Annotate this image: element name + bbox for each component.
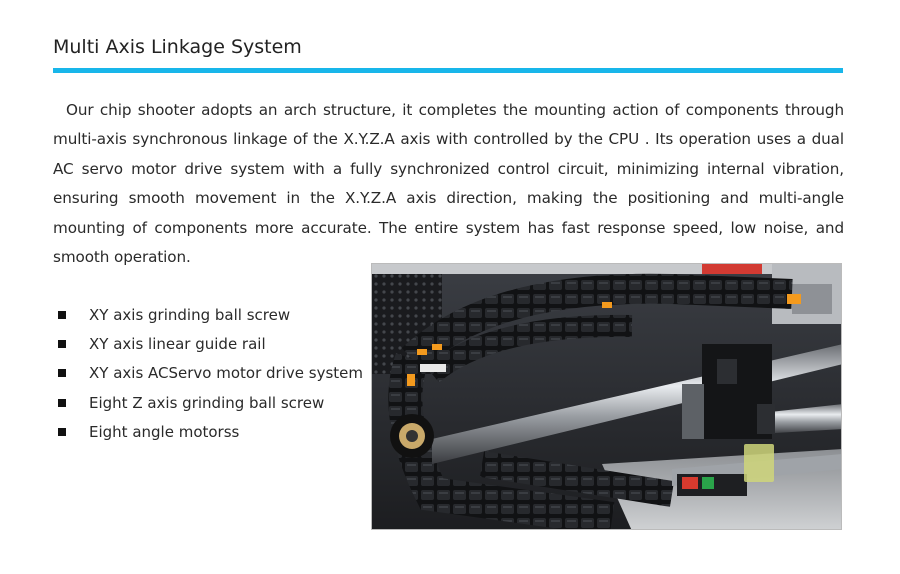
title-underline	[53, 68, 843, 73]
list-item	[58, 417, 363, 446]
feature-label: Eight Z axis grinding ball screw	[89, 393, 325, 412]
feature-label: XY axis grinding ball screw	[89, 305, 291, 324]
square-bullet-icon	[58, 428, 66, 436]
square-bullet-icon	[58, 311, 66, 319]
machine-illustration	[372, 264, 842, 530]
feature-label: Eight angle motorss	[89, 422, 240, 441]
description-paragraph: Our chip shooter adopts an arch structure, it completes the mounting action of components through multi-axis synchronous linkage of the X.Y.Z.A axis with controlled by the CPU . Its operation uses a dual AC servo motor drive system with a fully synchronized control circuit, minimizing internal vibration, ensuring smooth movement in the X.Y.Z.A axis direction, making the positioning and multi-angle mounting of components more accurate. The entire system has fast response speed, low noise, and smooth operation.	[53, 101, 844, 267]
list-item	[58, 359, 363, 388]
square-bullet-icon	[58, 340, 66, 348]
feature-label: XY axis linear guide rail	[89, 334, 266, 353]
list-item	[58, 388, 363, 417]
list-item	[58, 300, 363, 329]
feature-label: XY axis ACServo motor drive system	[89, 364, 363, 383]
feature-list	[58, 300, 363, 446]
list-item	[58, 329, 363, 358]
square-bullet-icon	[58, 369, 66, 377]
square-bullet-icon	[58, 399, 66, 407]
machine-photo	[371, 263, 842, 530]
section-title: Multi Axis Linkage System	[53, 36, 302, 58]
